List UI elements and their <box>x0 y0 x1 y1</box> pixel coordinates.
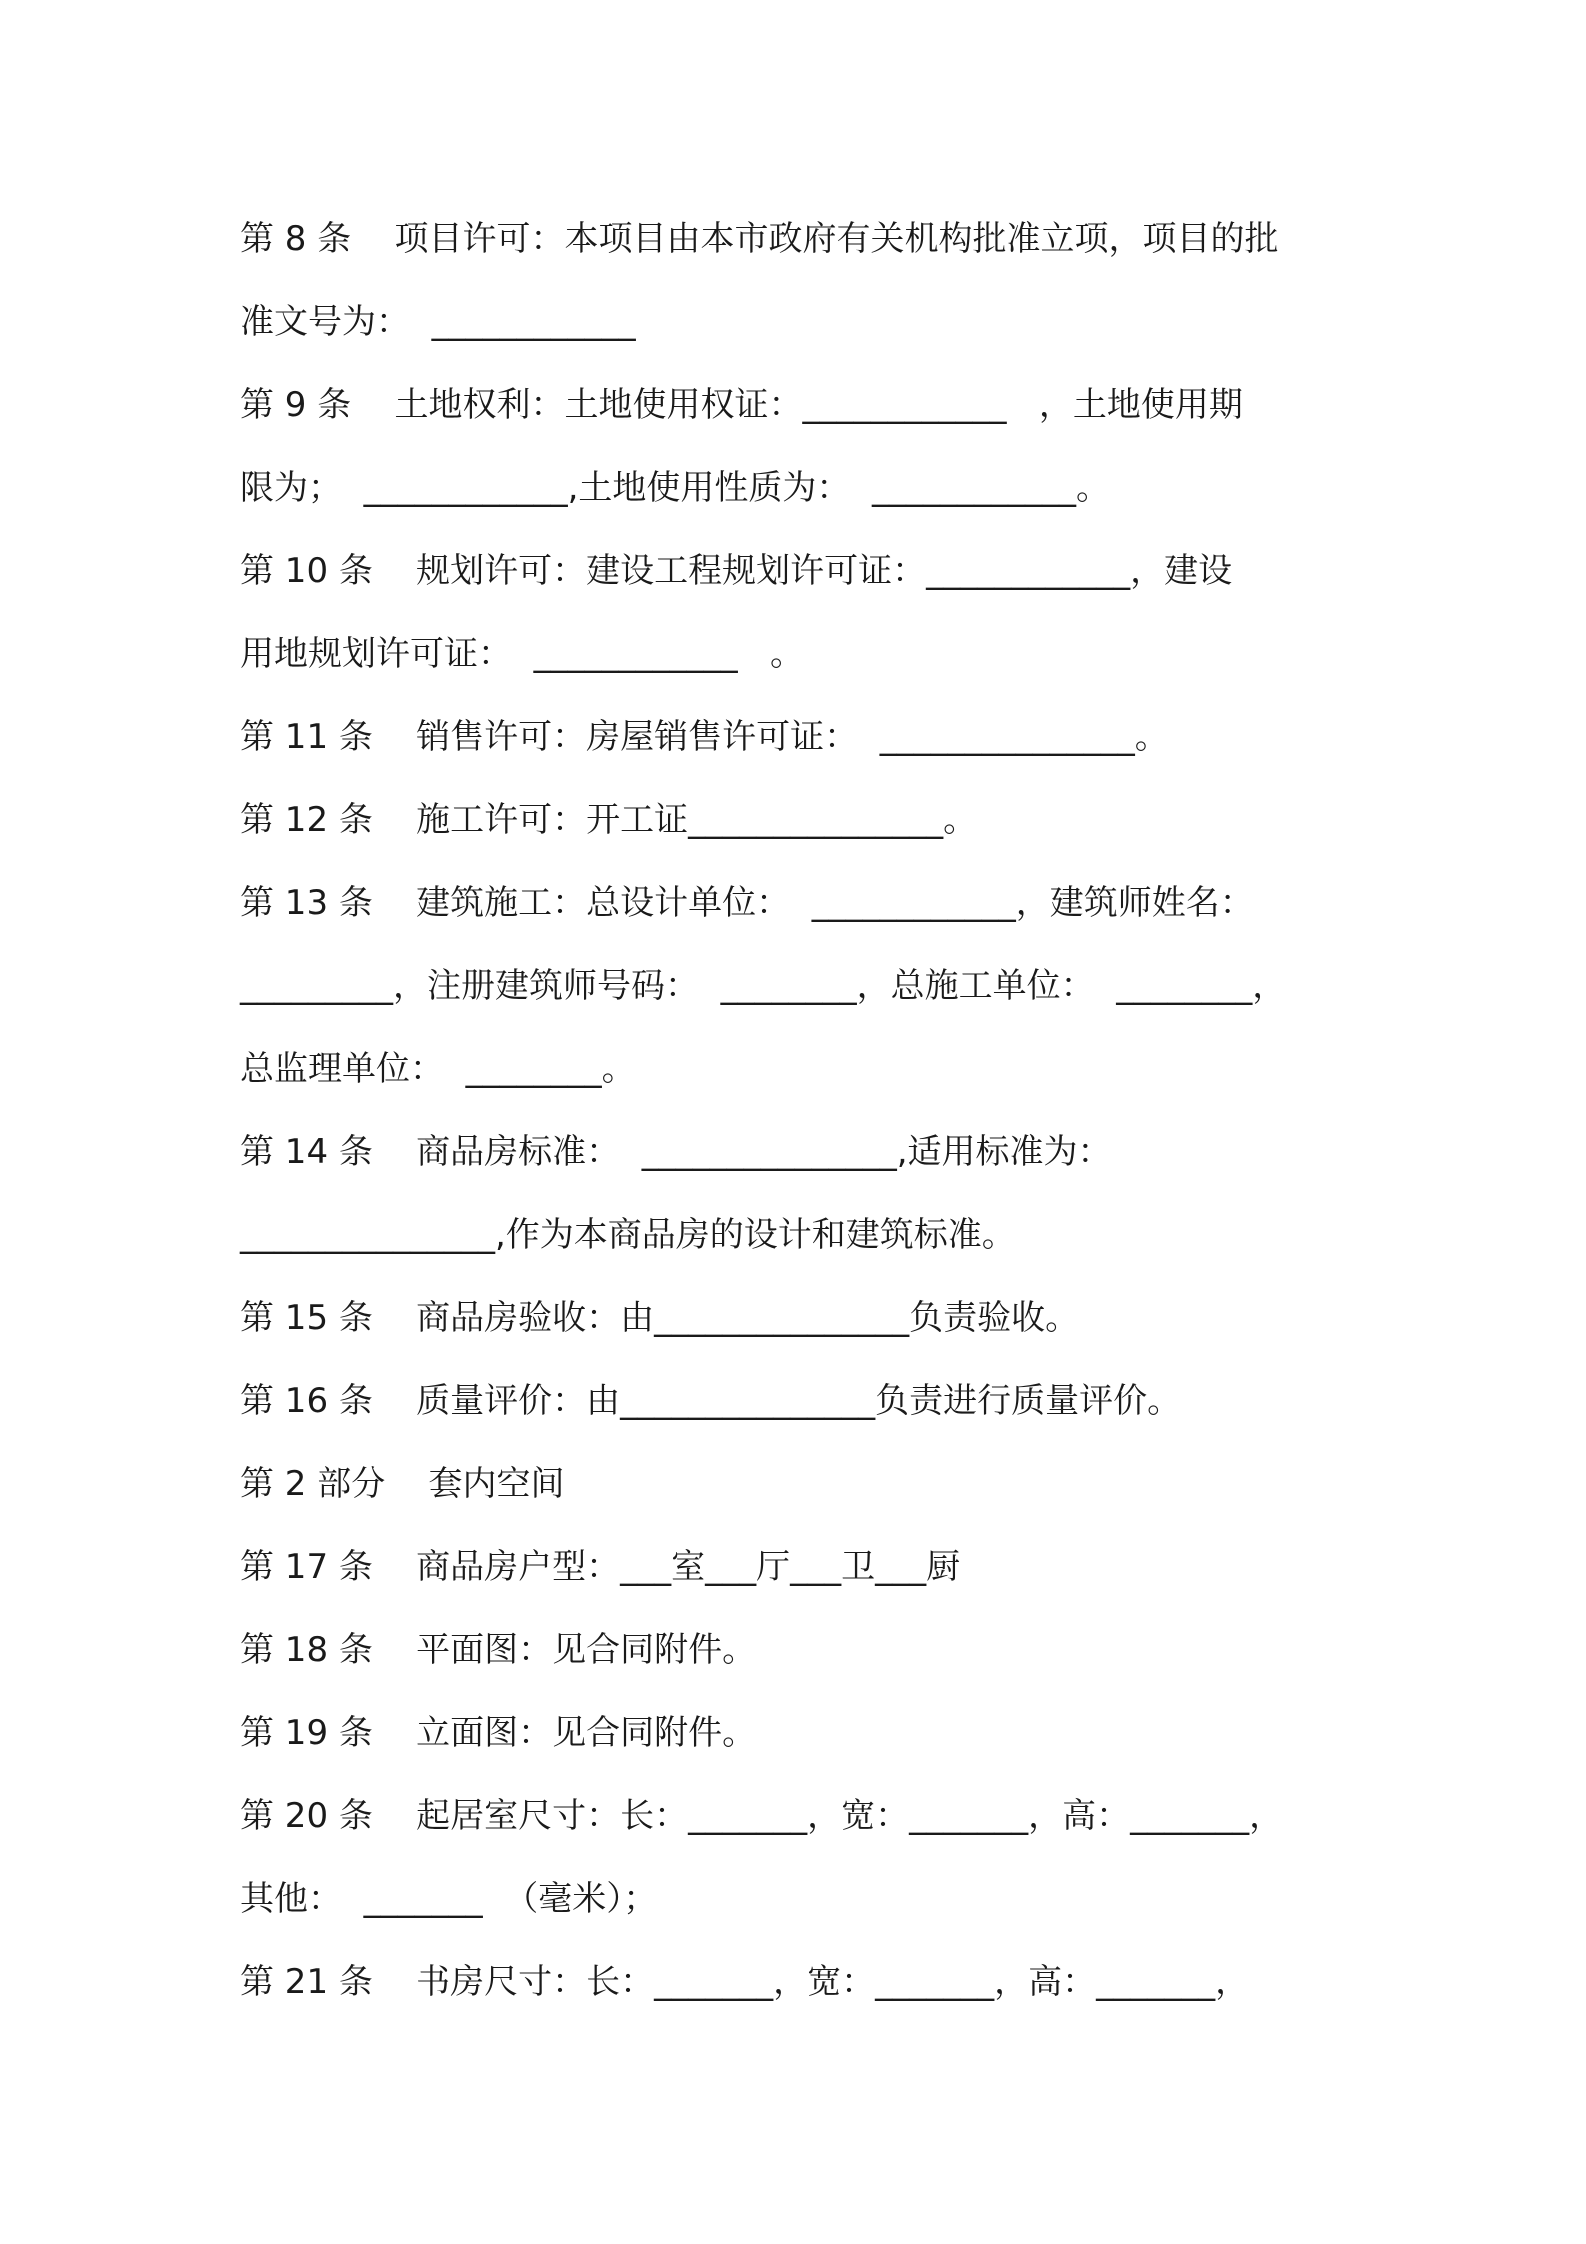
text-line: 第 10 条 规划许可：建设工程规划许可证：____________，建设 <box>240 551 1233 591</box>
text-line: 第 11 条 销售许可：房屋销售许可证： _______________。 <box>240 717 1169 757</box>
text-line: 第 13 条 建筑施工：总设计单位： ____________，建筑师姓名： <box>240 883 1254 923</box>
text-line: 第 18 条 平面图：见合同附件。 <box>240 1630 757 1670</box>
text-line: 第 19 条 立面图：见合同附件。 <box>240 1713 757 1753</box>
text-line: 第 20 条 起居室尺寸：长：_______，宽：_______，高：_______， <box>240 1796 1284 1836</box>
text-line: _______________,作为本商品房的设计和建筑标准。 <box>240 1215 1016 1255</box>
text-line: 第 17 条 商品房户型：___室___厅___卫___厨 <box>240 1547 961 1587</box>
text-line: 第 16 条 质量评价：由_______________负责进行质量评价。 <box>240 1381 1182 1421</box>
text-line: 第 21 条 书房尺寸：长：_______，宽：_______，高：_______， <box>240 1962 1250 2002</box>
text-line: 限为； ____________,土地使用性质为： ____________。 <box>240 468 1111 508</box>
text-line: 第 8 条 项目许可：本项目由本市政府有关机构批准立项，项目的批 <box>240 219 1279 259</box>
text-line: 第 14 条 商品房标准： _______________,适用标准为： <box>240 1132 1112 1172</box>
text-line: 用地规划许可证： ____________ 。 <box>240 634 805 674</box>
text-line: 第 9 条 土地权利：土地使用权证：____________ ，土地使用期 <box>240 385 1243 425</box>
document-body <box>240 198 1370 2024</box>
text-line: 第 15 条 商品房验收：由_______________负责验收。 <box>240 1298 1080 1338</box>
text-line: 其他： _______ （毫米）； <box>240 1879 658 1919</box>
text-line: 总监理单位： ________。 <box>240 1049 636 1089</box>
text-line: _________，注册建筑师号码： ________，总施工单位： ________， <box>240 966 1287 1006</box>
text-line: 第 12 条 施工许可：开工证_______________。 <box>240 800 978 840</box>
text-line: 准文号为： ____________ <box>240 302 636 342</box>
section-heading: 第 2 部分 套内空间 <box>240 1464 565 1504</box>
